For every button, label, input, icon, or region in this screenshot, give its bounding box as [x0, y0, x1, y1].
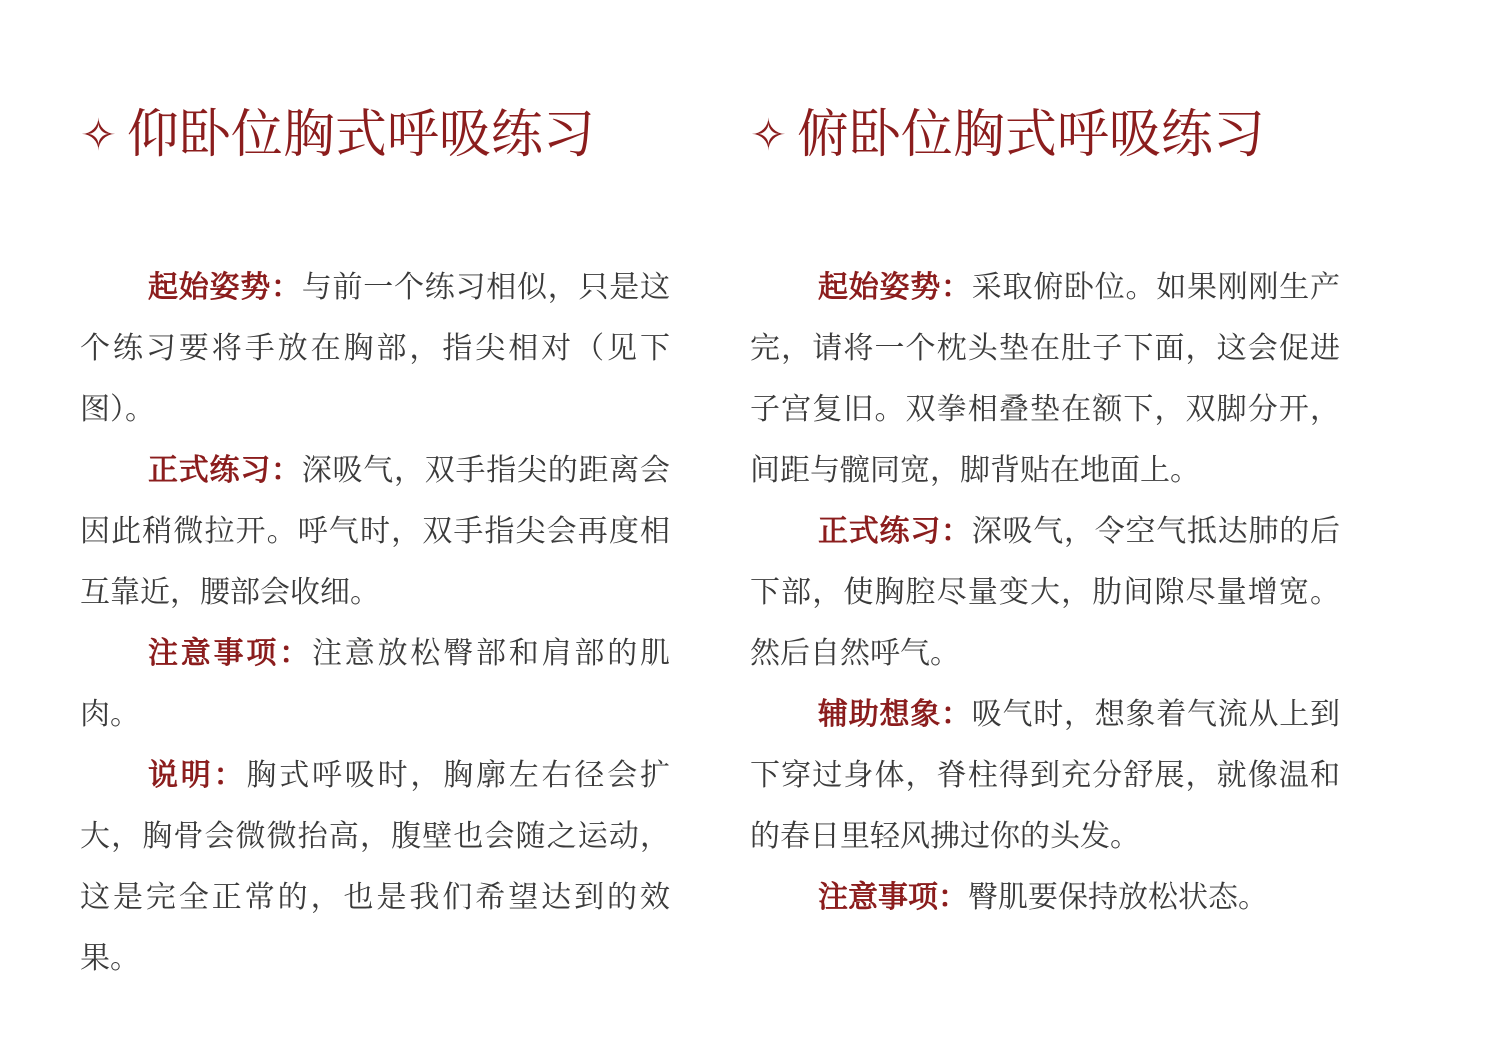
section-text: 与前一个练习相似，只是这个练习要将手放在胸部，指尖相对（见下图）。	[80, 270, 670, 427]
section-text: 胸式呼吸时，胸廓左右径会扩大，胸骨会微微抬高，腹壁也会随之运动，这是完全正常的，也是我们希望达到的效果。	[80, 758, 671, 976]
section-label: 说明：	[148, 758, 247, 793]
star-icon: ✧	[80, 110, 117, 161]
left-section-start-position	[80, 257, 670, 440]
right-sections	[750, 257, 1340, 928]
section-label: 正式练习：	[818, 514, 972, 549]
left-title-text: 仰卧位胸式呼吸练习	[126, 105, 595, 165]
section-text: 吸气时，想象着气流从上到下穿过身体，脊柱得到充分舒展，就像温和的春日里轻风拂过你的头发。	[750, 697, 1340, 854]
section-text: 深吸气，双手指尖的距离会因此稍微拉开。呼气时，双手指尖会再度相互靠近，腰部会收细。	[80, 453, 670, 610]
right-section-start-position	[750, 257, 1340, 501]
section-text: 采取俯卧位。如果刚刚生产完，请将一个枕头垫在肚子下面，这会促进子宫复旧。双拳相叠垫在额下，双脚分开，间距与髋同宽，脚背贴在地面上。	[750, 270, 1340, 488]
left-title	[80, 100, 670, 170]
section-label: 注意事项：	[818, 880, 968, 915]
right-title	[750, 100, 1340, 170]
section-label: 注意事项：	[148, 636, 312, 671]
section-text: 注意放松臀部和肩部的肌肉。	[80, 636, 670, 732]
section-text: 深吸气，令空气抵达肺的后下部，使胸腔尽量变大，肋间隙尽量增宽。然后自然呼气。	[750, 514, 1340, 671]
left-section-notes	[80, 623, 670, 745]
section-label: 起始姿势：	[148, 270, 302, 305]
right-title-text: 俯卧位胸式呼吸练习	[796, 105, 1265, 165]
right-section-notes	[750, 867, 1340, 928]
left-section-explanation	[80, 745, 670, 989]
right-section-formal-practice	[750, 501, 1340, 684]
left-sections	[80, 257, 670, 989]
section-label: 起始姿势：	[818, 270, 972, 305]
right-column	[750, 100, 1340, 928]
section-label: 辅助想象：	[818, 697, 972, 732]
left-column	[80, 100, 670, 989]
star-icon: ✧	[750, 110, 787, 161]
section-label: 正式练习：	[148, 453, 302, 488]
section-text: 臀肌要保持放松状态。	[968, 880, 1268, 915]
left-section-formal-practice	[80, 440, 670, 623]
right-section-imagery	[750, 684, 1340, 867]
